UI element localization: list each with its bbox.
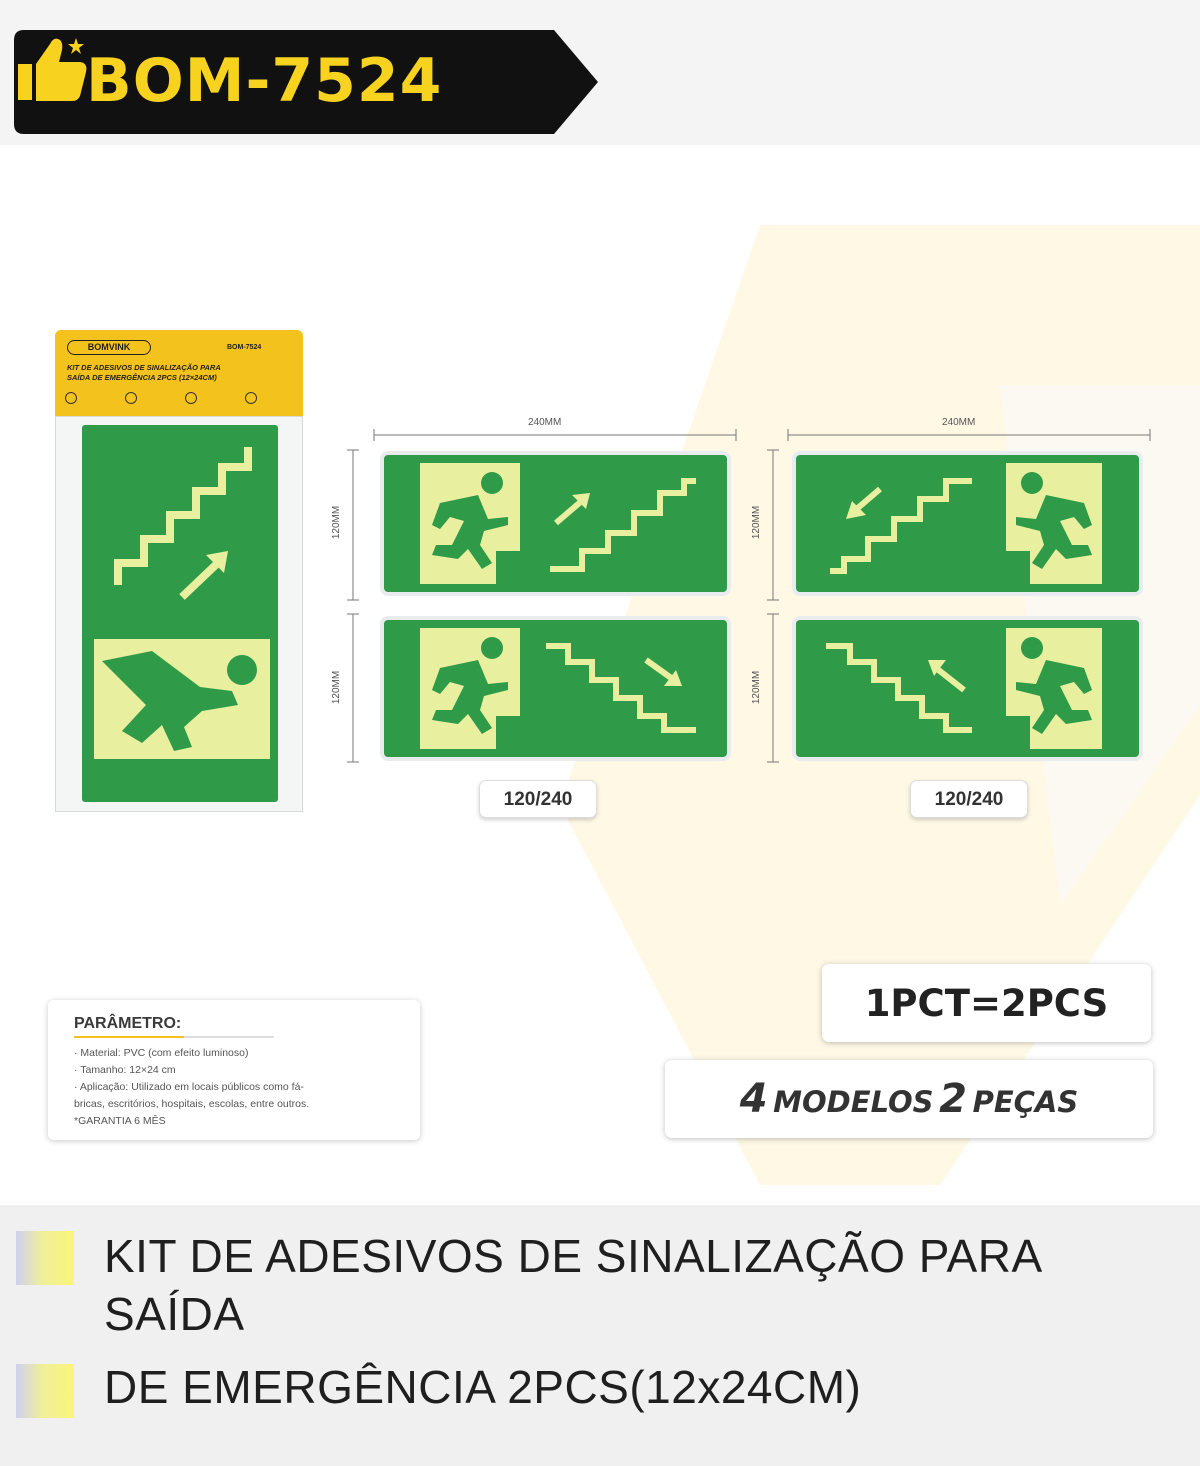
package-header [55,330,303,416]
stairs-up-fall-icon [82,425,278,802]
feature-icon [125,392,137,404]
exit-stairs-down-right-icon [384,620,727,757]
height-label-2a: 120MM [751,505,763,540]
height-dimension-2 [766,446,780,766]
models-word: MODELOS [773,1085,934,1119]
parameters-title: PARÂMETRO: [74,1015,182,1032]
parameter-item: · Material: PVC (com efeito luminoso) [74,1047,249,1059]
width-dimension-2 [784,428,1154,442]
package-code: BOM-7524 [227,344,262,351]
product-package [55,330,303,812]
package-feature-icons [65,392,295,408]
exit-sign-stairs-up-right [384,455,727,592]
description-line-1: KIT DE ADESIVOS DE SINALIZAÇÃO PARA [104,1230,1043,1282]
model-banner [14,30,599,134]
pieces-word: PEÇAS [972,1085,1079,1119]
feature-icon [245,392,257,404]
height-label-1a: 120MM [331,505,343,540]
parameters-list [74,1045,414,1130]
parameters-underline [74,1036,274,1038]
exit-stairs-up-right-icon [384,455,727,592]
bullet-icon [16,1231,74,1285]
product-description [0,1205,1200,1466]
width-label-2: 240MM [942,417,976,428]
exit-stairs-down-left-icon [796,455,1139,592]
parameter-item: *GARANTIA 6 MÊS [74,1115,166,1127]
feature-icon [185,392,197,404]
package-sign [82,425,278,802]
bullet-icon [16,1364,74,1418]
height-label-2b: 120MM [751,670,763,705]
exit-sign-stairs-down-left [796,620,1139,757]
parameter-item: bricas, escritórios, hospitais, escolas, entre outros. [74,1098,310,1110]
width-dimension-1 [370,428,740,442]
exit-stairs-up-left-icon [796,620,1139,757]
height-dimension-1 [346,446,360,766]
package-title [67,363,297,383]
exit-sign-stairs-up-left [796,455,1139,592]
description-line-2: SAÍDA [104,1288,245,1340]
pack-quantity-box: 1PCT=2PCS [822,964,1151,1042]
size-badge-2: 120/240 [910,780,1028,818]
thumbs-up-icon [14,30,94,110]
package-title-line2: SAÍDA DE EMERGÊNCIA 2PCS (12×24CM) [67,373,217,382]
width-label-1: 240MM [528,417,562,428]
models-count: 4 [739,1076,768,1122]
parameters-card [48,1000,420,1140]
package-title-line1: KIT DE ADESIVOS DE SINALIZAÇÃO PARA [67,363,221,372]
models-pieces-box [665,1060,1153,1138]
feature-icon [65,392,77,404]
model-code: BOM-7524 [86,46,443,116]
size-badge-1: 120/240 [479,780,597,818]
pieces-count: 2 [939,1076,967,1122]
height-label-1b: 120MM [331,670,343,705]
parameter-item: · Tamanho: 12×24 cm [74,1064,176,1076]
brand-logo: BOMVINK [67,340,151,355]
description-line-3: DE EMERGÊNCIA 2PCS(12x24CM) [104,1361,862,1413]
parameter-item: · Aplicação: Utilizado em locais públicos como fá- [74,1081,304,1093]
exit-sign-stairs-down-right [384,620,727,757]
